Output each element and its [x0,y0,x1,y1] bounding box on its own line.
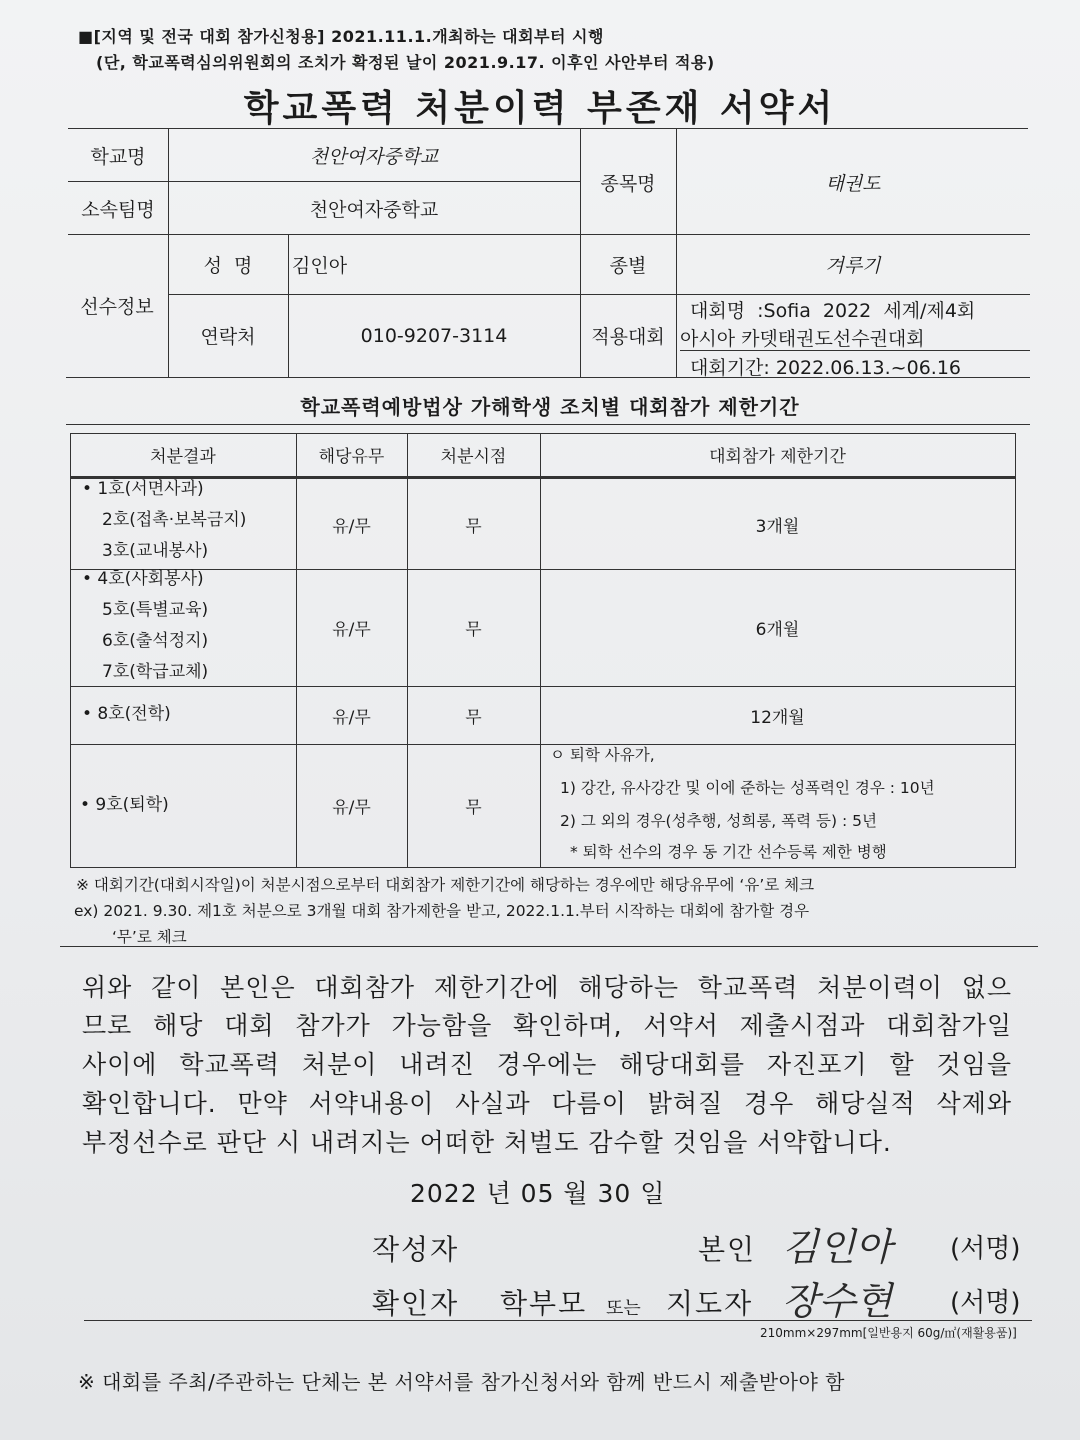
category-value: 겨루기 [825,254,881,277]
self-label: 본인 [698,1233,757,1266]
paper-spec: 210mm×297mm[일반용지 60g/㎡(재활용품)] [760,1326,1017,1340]
contact-label: 연락처 [200,326,256,348]
row2-result-1: • 4호(사회봉사) [82,569,204,589]
pledge-line-2: 므로 해당 대회 참가가 가능함을 확인하며, 서약서 제출시점과 대회참가일 [82,1011,1012,1040]
final-note: ※ 대회를 주최/주관하는 단체는 본 서약서를 참가신청서와 함께 반드시 제출받아야 함 [78,1370,845,1394]
page-title: 학교폭력 처분이력 부존재 서약서 [243,88,837,129]
coach-signature: 장수현 [782,1279,893,1323]
parent-label: 학부모 [500,1287,588,1320]
team-label: 소속팀명 [81,198,155,221]
header-result: 처분결과 [150,447,216,467]
row2-timing: 무 [465,620,482,640]
row4-period-line4: * 퇴학 선수의 경우 동 기간 선수등록 제한 병행 [570,843,887,861]
notice-line-1: ■[지역 및 전국 대회 참가신청용] 2021.11.1.개최하는 대회부터 시행 [78,27,604,46]
self-sign-label: (서명) [950,1234,1021,1264]
name-label: 성 명 [203,254,253,277]
confirmer-label: 확인자 [372,1287,460,1320]
pledge-line-3: 사이에 학교폭력 처분이 내려진 경우에는 해당대회를 자진포기 할 것임을 [82,1050,1012,1079]
competition-period: 대회기간: 2022.06.13.~06.16 [690,357,961,379]
note-3: ‘무’로 체크 [112,928,187,946]
section-title: 학교폭력예방법상 가해학생 조치별 대회참가 제한기간 [300,395,800,419]
pledge-line-4: 확인합니다. 만약 서약내용이 사실과 다름이 밝혀질 경우 해당실적 삭제와 [82,1089,1012,1118]
note-2: ex) 2021. 9.30. 제1호 처분으로 3개월 대회 참가제한을 받고, 2022.1.1.부터 시작하는 대회에 참가할 경우 [74,902,810,920]
event-label: 종목명 [600,172,656,195]
row4-period-line2: 1) 강간, 유사강간 및 이에 준하는 성폭력인 경우 : 10년 [560,779,935,797]
row1-timing: 무 [465,516,482,537]
row3-period: 12개월 [750,707,805,728]
pledge-date: 2022 년 05 월 30 일 [410,1179,666,1208]
event-value: 태권도 [825,172,881,195]
athlete-info-label: 선수정보 [80,296,154,318]
row1-result-2: 2호(접촉·보복금지) [102,510,247,530]
row2-applicable: 유/무 [332,620,371,640]
pledge-line-5: 부정선수로 판단 시 내려지는 어떠한 처벌도 감수할 것임을 서약합니다. [82,1128,892,1157]
row4-timing: 무 [465,798,482,818]
header-period: 대회참가 제한기간 [709,447,846,467]
row4-applicable: 유/무 [332,798,371,818]
competition-name-line2: 아시아 카뎃태권도선수권대회 [680,328,925,350]
row4-period-line3: 2) 그 외의 경우(성추행, 성희롱, 폭력 등) : 5년 [560,812,877,830]
competition-name-line1: 대회명 :Sofia 2022 세계/제4회 [690,300,976,322]
row2-result-4: 7호(학급교체) [102,662,209,682]
coach-label: 지도자 [666,1287,754,1320]
pledge-line-1: 위와 같이 본인은 대회참가 제한기간에 해당하는 학교폭력 처분이력이 없으 [82,973,1012,1002]
row2-result-3: 6호(출석정지) [102,631,209,651]
category-label: 종별 [609,254,647,277]
or-label: 또는 [606,1298,641,1319]
penalty-table [70,433,1016,867]
team-value: 천안여자중학교 [309,198,439,221]
row1-period: 3개월 [755,516,800,537]
self-signature: 김인아 [782,1225,893,1269]
row4-result-1: • 9호(퇴학) [80,795,169,815]
coach-sign-label: (서명) [950,1288,1021,1318]
row1-result-3: 3호(교내봉사) [102,541,209,561]
header-timing: 처분시점 [440,447,507,467]
row3-result-1: • 8호(전학) [82,704,171,724]
row1-applicable: 유/무 [332,516,371,537]
note-1: ※ 대회기간(대회시작일)이 처분시점으로부터 대회참가 제한기간에 해당하는 경우에만 해당유무에 ‘유’로 체크 [76,876,815,894]
applied-competition-label: 적용대회 [591,326,665,348]
contact-value: 010-9207-3114 [360,324,508,347]
school-label: 학교명 [90,146,146,168]
writer-label: 작성자 [372,1233,460,1266]
header-applicable: 해당유무 [318,447,385,467]
row1-result-1: • 1호(서면사과) [82,479,204,499]
row3-applicable: 유/무 [332,707,371,728]
school-value: 천안여자중학교 [309,146,439,168]
row3-timing: 무 [465,707,482,728]
name-value: 김인아 [292,254,348,277]
row2-result-2: 5호(특별교육) [102,600,209,620]
notice-line-2: (단, 학교폭력심의위원회의 조치가 확정된 날이 2021.9.17. 이후인 사안부터 적용) [96,53,715,72]
row4-period-line1: ㅇ 퇴학 사유가, [550,746,655,764]
row2-period: 6개월 [755,620,800,640]
